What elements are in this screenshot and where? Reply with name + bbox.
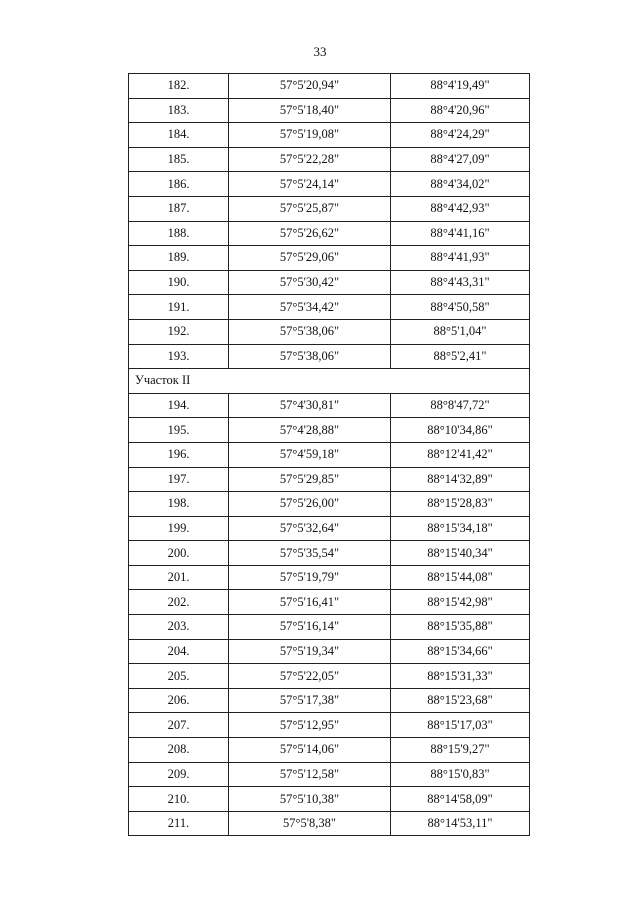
latitude-cell: 57°5'12,58" — [229, 762, 391, 787]
table-row — [129, 713, 530, 738]
latitude-cell: 57°5'17,38" — [229, 688, 391, 713]
point-number-cell: 195. — [129, 418, 229, 443]
latitude-cell: 57°5'25,87" — [229, 196, 391, 221]
longitude-cell: 88°4'19,49" — [391, 74, 530, 99]
point-number-cell: 186. — [129, 172, 229, 197]
table-row — [129, 393, 530, 418]
table-row — [129, 541, 530, 566]
table-row — [129, 590, 530, 615]
latitude-cell: 57°5'26,62" — [229, 221, 391, 246]
table-row — [129, 762, 530, 787]
latitude-cell: 57°5'19,79" — [229, 565, 391, 590]
point-number-cell: 200. — [129, 541, 229, 566]
latitude-cell: 57°5'32,64" — [229, 516, 391, 541]
table-row — [129, 196, 530, 221]
section-row — [129, 369, 530, 394]
point-number-cell: 207. — [129, 713, 229, 738]
longitude-cell: 88°12'41,42" — [391, 442, 530, 467]
table-row — [129, 344, 530, 369]
latitude-cell: 57°5'38,06" — [229, 319, 391, 344]
longitude-cell: 88°15'35,88" — [391, 615, 530, 640]
point-number-cell: 188. — [129, 221, 229, 246]
latitude-cell: 57°5'30,42" — [229, 270, 391, 295]
latitude-cell: 57°5'38,06" — [229, 344, 391, 369]
table-row — [129, 787, 530, 812]
coordinates-table — [128, 73, 530, 836]
point-number-cell: 189. — [129, 246, 229, 271]
point-number-cell: 202. — [129, 590, 229, 615]
point-number-cell: 184. — [129, 123, 229, 148]
latitude-cell: 57°5'10,38" — [229, 787, 391, 812]
table-row — [129, 664, 530, 689]
longitude-cell: 88°4'24,29" — [391, 123, 530, 148]
latitude-cell: 57°5'12,95" — [229, 713, 391, 738]
point-number-cell: 211. — [129, 811, 229, 836]
latitude-cell: 57°5'18,40" — [229, 98, 391, 123]
latitude-cell: 57°5'29,85" — [229, 467, 391, 492]
point-number-cell: 199. — [129, 516, 229, 541]
table-row — [129, 418, 530, 443]
table-row — [129, 246, 530, 271]
page-number: 33 — [313, 44, 327, 59]
longitude-cell: 88°15'40,34" — [391, 541, 530, 566]
longitude-cell: 88°15'31,33" — [391, 664, 530, 689]
point-number-cell: 209. — [129, 762, 229, 787]
latitude-cell: 57°5'35,54" — [229, 541, 391, 566]
longitude-cell: 88°14'58,09" — [391, 787, 530, 812]
longitude-cell: 88°15'34,66" — [391, 639, 530, 664]
longitude-cell: 88°5'2,41" — [391, 344, 530, 369]
table-row — [129, 615, 530, 640]
point-number-cell: 191. — [129, 295, 229, 320]
longitude-cell: 88°14'53,11" — [391, 811, 530, 836]
point-number-cell: 203. — [129, 615, 229, 640]
longitude-cell: 88°4'41,16" — [391, 221, 530, 246]
point-number-cell: 187. — [129, 196, 229, 221]
latitude-cell: 57°5'20,94" — [229, 74, 391, 99]
coordinates-table-body — [129, 74, 530, 836]
longitude-cell: 88°15'42,98" — [391, 590, 530, 615]
longitude-cell: 88°8'47,72" — [391, 393, 530, 418]
longitude-cell: 88°15'23,68" — [391, 688, 530, 713]
point-number-cell: 185. — [129, 147, 229, 172]
latitude-cell: 57°5'29,06" — [229, 246, 391, 271]
longitude-cell: 88°15'9,27" — [391, 738, 530, 763]
latitude-cell: 57°5'26,00" — [229, 492, 391, 517]
longitude-cell: 88°4'50,58" — [391, 295, 530, 320]
latitude-cell: 57°5'19,08" — [229, 123, 391, 148]
point-number-cell: 201. — [129, 565, 229, 590]
table-row — [129, 319, 530, 344]
longitude-cell: 88°14'32,89" — [391, 467, 530, 492]
latitude-cell: 57°4'59,18" — [229, 442, 391, 467]
table-row — [129, 811, 530, 836]
table-row — [129, 123, 530, 148]
table-row — [129, 172, 530, 197]
latitude-cell: 57°5'19,34" — [229, 639, 391, 664]
latitude-cell: 57°5'8,38" — [229, 811, 391, 836]
table-row — [129, 516, 530, 541]
table-row — [129, 147, 530, 172]
point-number-cell: 190. — [129, 270, 229, 295]
longitude-cell: 88°15'17,03" — [391, 713, 530, 738]
point-number-cell: 183. — [129, 98, 229, 123]
point-number-cell: 210. — [129, 787, 229, 812]
longitude-cell: 88°4'27,09" — [391, 147, 530, 172]
section-label: Участок II — [129, 369, 530, 394]
point-number-cell: 192. — [129, 319, 229, 344]
table-row — [129, 467, 530, 492]
longitude-cell: 88°15'0,83" — [391, 762, 530, 787]
longitude-cell: 88°15'44,08" — [391, 565, 530, 590]
table-row — [129, 492, 530, 517]
table-row — [129, 565, 530, 590]
longitude-cell: 88°4'20,96" — [391, 98, 530, 123]
point-number-cell: 204. — [129, 639, 229, 664]
longitude-cell: 88°4'43,31" — [391, 270, 530, 295]
latitude-cell: 57°5'24,14" — [229, 172, 391, 197]
point-number-cell: 182. — [129, 74, 229, 99]
latitude-cell: 57°4'30,81" — [229, 393, 391, 418]
latitude-cell: 57°5'14,06" — [229, 738, 391, 763]
table-row — [129, 738, 530, 763]
point-number-cell: 193. — [129, 344, 229, 369]
longitude-cell: 88°4'41,93" — [391, 246, 530, 271]
table-row — [129, 270, 530, 295]
table-row — [129, 442, 530, 467]
latitude-cell: 57°5'22,05" — [229, 664, 391, 689]
table-row — [129, 688, 530, 713]
point-number-cell: 208. — [129, 738, 229, 763]
latitude-cell: 57°5'34,42" — [229, 295, 391, 320]
latitude-cell: 57°5'16,41" — [229, 590, 391, 615]
point-number-cell: 198. — [129, 492, 229, 517]
longitude-cell: 88°5'1,04" — [391, 319, 530, 344]
latitude-cell: 57°5'22,28" — [229, 147, 391, 172]
longitude-cell: 88°15'28,83" — [391, 492, 530, 517]
point-number-cell: 194. — [129, 393, 229, 418]
point-number-cell: 206. — [129, 688, 229, 713]
point-number-cell: 196. — [129, 442, 229, 467]
table-row — [129, 98, 530, 123]
longitude-cell: 88°10'34,86" — [391, 418, 530, 443]
point-number-cell: 197. — [129, 467, 229, 492]
table-row — [129, 295, 530, 320]
longitude-cell: 88°4'34,02" — [391, 172, 530, 197]
latitude-cell: 57°4'28,88" — [229, 418, 391, 443]
table-row — [129, 74, 530, 99]
table-row — [129, 639, 530, 664]
longitude-cell: 88°4'42,93" — [391, 196, 530, 221]
latitude-cell: 57°5'16,14" — [229, 615, 391, 640]
point-number-cell: 205. — [129, 664, 229, 689]
table-row — [129, 221, 530, 246]
longitude-cell: 88°15'34,18" — [391, 516, 530, 541]
